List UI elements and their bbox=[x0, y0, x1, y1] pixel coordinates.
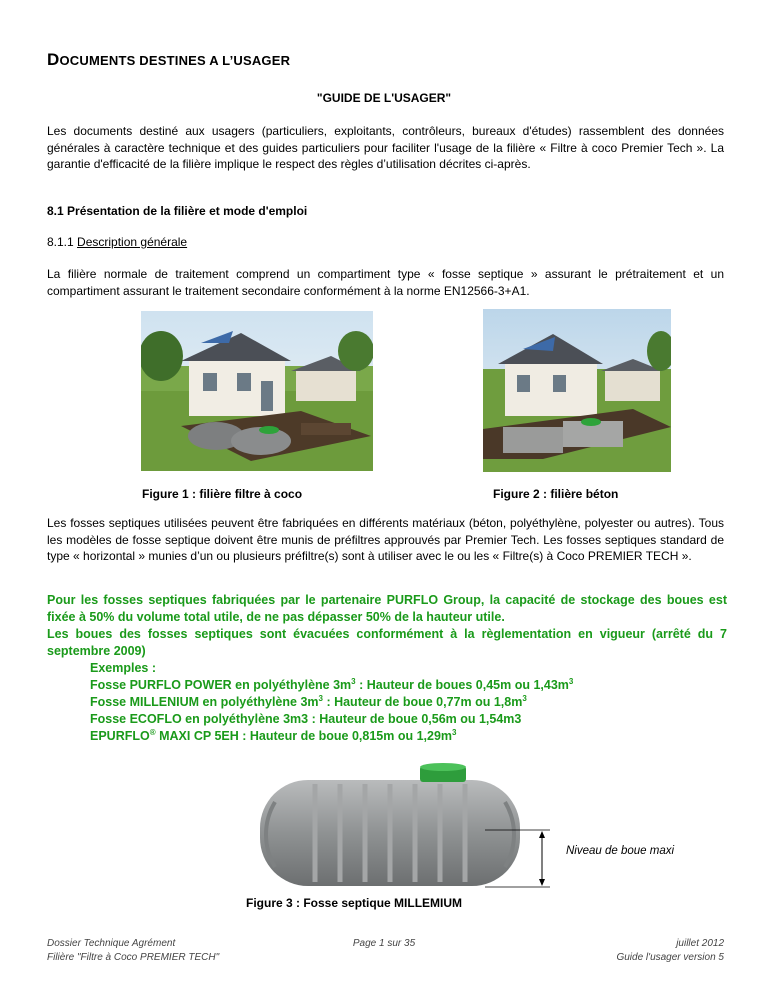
example-4-values: MAXI CP 5EH : Hauteur de boue 0,815m ou 1,29m bbox=[155, 729, 453, 743]
house-filter-illustration bbox=[141, 311, 373, 471]
example-epurflo bbox=[47, 728, 727, 745]
subsection-number: 8.1.1 bbox=[47, 235, 78, 249]
subsection-title: Description générale bbox=[77, 235, 188, 249]
fosses-paragraph: Les fosses septiques utilisées peuvent être fabriquées en différents matériaux (béton, polyéthylène, polyester ou autres). Tous les modèles de fosse septique doivent être munis de préfiltres approuvés par Premier Tech. Les fosses septiques standard de type « horizontal » munies d’un ou plusieurs préfiltre(s) sont à utiliser avec le ou les « Filtre(s) à Coco PREMIER TECH ». bbox=[47, 516, 724, 563]
example-4-text: EPURFLO bbox=[90, 729, 150, 743]
figure-2-image bbox=[483, 309, 671, 472]
purflo-regulation-text: Les boues des fosses septiques sont évacuées conformément à la règlementation en vigueur (arrêté du 7 septembre 2009) bbox=[47, 627, 727, 658]
figure-3-image bbox=[255, 762, 555, 892]
sludge-level-label: Niveau de boue maxi bbox=[566, 845, 675, 857]
example-purflo-power bbox=[47, 677, 727, 694]
superscript-3: 3 bbox=[452, 728, 457, 737]
example-1-values: : Hauteur de boues 0,45m ou 1,43m bbox=[355, 678, 569, 692]
section-heading: 8.1 Présentation de la filière et mode d'emploi bbox=[47, 204, 308, 218]
house-concrete-illustration bbox=[483, 309, 671, 472]
examples-label: Exemples : bbox=[90, 661, 157, 675]
intro-paragraph: Les documents destiné aux usagers (particuliers, exploitants, contrôleurs, bureaux d'études) rassemblent des données générales à caractère technique et des guides particuliers pour faciliter l'usage de la filière « Filtre à coco Premier Tech ». La garantie d'efficacité de la filière implique le respect des règles d’utilisation décrites ci-après. bbox=[47, 124, 724, 171]
figure-1-caption: Figure 1 : filière filtre à coco bbox=[142, 487, 303, 501]
purflo-note bbox=[47, 592, 727, 745]
figure-3-caption: Figure 3 : Fosse septique MILLEMIUM bbox=[246, 896, 463, 910]
description-paragraph: La filière normale de traitement comprend un compartiment type « fosse septique » assurant le prétraitement et un compartiment assurant le traitement secondaire conformément à la norme EN12566-3+A1. bbox=[47, 267, 724, 298]
purflo-capacity-text: Pour les fosses septiques fabriquées par le partenaire PURFLO Group, la capacité de stockage des boues est fixée à 50% du volume total utile, de ne pas dépasser 50% de la hauteur utile. bbox=[47, 593, 727, 624]
example-ecoflo: Fosse ECOFLO en polyéthylène 3m3 : Hauteur de boue 0,56m ou 1,54m3 bbox=[90, 712, 522, 726]
footer-date: juillet 2012 bbox=[676, 938, 724, 949]
example-2-text: Fosse MILLENIUM en polyéthylène 3m bbox=[90, 695, 319, 709]
footer-version: Guide l'usager version 5 bbox=[616, 952, 724, 963]
title-initial: D bbox=[47, 50, 60, 69]
figure-1-image bbox=[141, 311, 373, 471]
example-millenium bbox=[47, 694, 727, 711]
title-rest: OCUMENTS DESTINES A L’USAGER bbox=[59, 53, 291, 68]
footer-page-number: Page 1 sur 35 bbox=[352, 938, 416, 949]
example-2-values: : Hauteur de boue 0,77m ou 1,8m bbox=[322, 695, 523, 709]
subsection-heading bbox=[47, 235, 187, 249]
guide-subtitle: "GUIDE DE L'USAGER" bbox=[316, 91, 452, 105]
example-1-text: Fosse PURFLO POWER en polyéthylène 3m bbox=[90, 678, 352, 692]
superscript-3: 3 bbox=[351, 677, 356, 686]
registered-mark: ® bbox=[149, 728, 156, 737]
page-title bbox=[47, 50, 290, 70]
septic-tank-illustration bbox=[255, 762, 555, 892]
footer-dossier: Dossier Technique Agrément bbox=[47, 938, 176, 949]
superscript-3: 3 bbox=[522, 694, 527, 703]
figure-2-caption: Figure 2 : filière béton bbox=[493, 487, 619, 501]
superscript-3: 3 bbox=[318, 694, 323, 703]
footer-filiere: Filière "Filtre à Coco PREMIER TECH" bbox=[47, 952, 220, 963]
footer-right bbox=[616, 937, 724, 965]
superscript-3: 3 bbox=[568, 677, 574, 686]
